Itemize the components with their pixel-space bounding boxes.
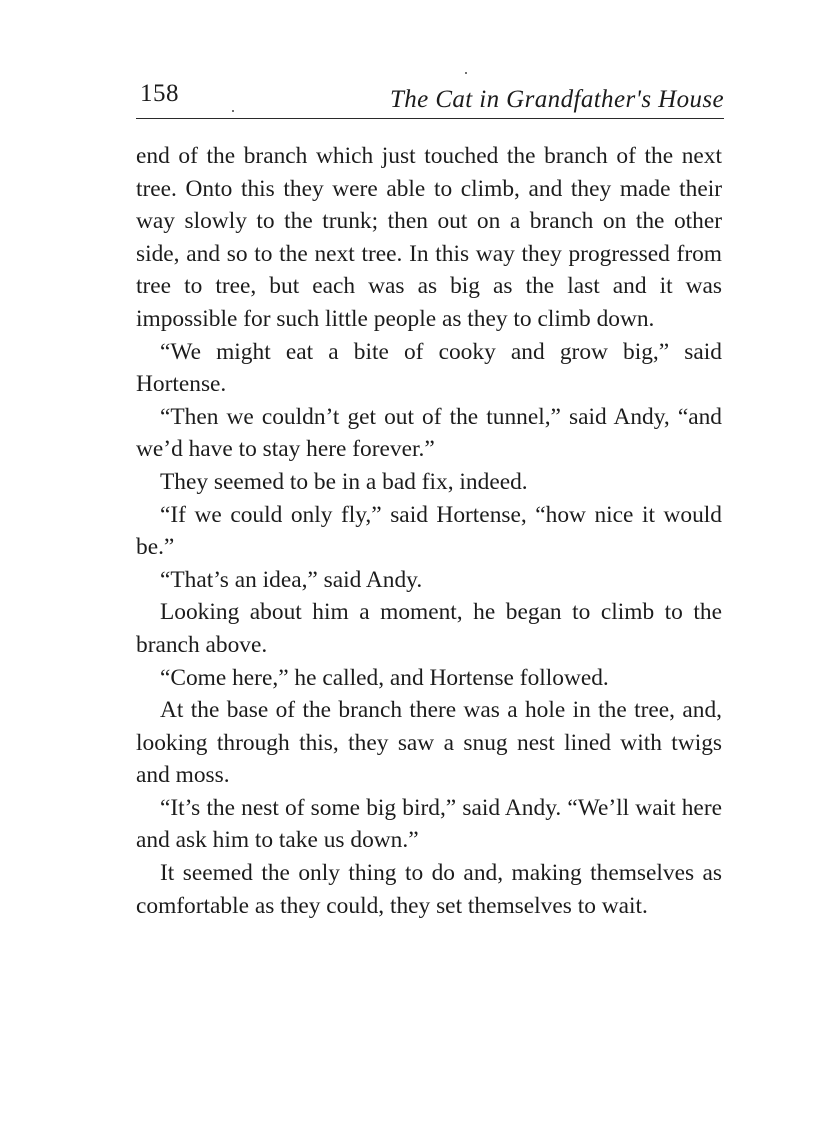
paragraph: At the base of the branch there was a hole in the tree, and, looking through this, they saw a snug nest lined with twigs and moss.: [136, 697, 722, 789]
paragraph: It seemed the only thing to do and, making themselves as comfortable as they could, they set themselves to wait.: [136, 860, 722, 919]
paragraph: “If we could only fly,” said Hortense, “how nice it would be.”: [136, 501, 722, 561]
paragraph: “It’s the nest of some big bird,” said Andy. “We’ll wait here and ask him to take us down.”: [136, 794, 722, 854]
page-header: [136, 80, 726, 122]
header-rule: [136, 118, 724, 119]
scan-speck: [465, 72, 467, 74]
paragraph: “Then we couldn’t get out of the tunnel,” said Andy, “and we’d have to stay here forever.”: [136, 403, 722, 463]
page-number: 158: [140, 80, 179, 107]
paragraph: Looking about him a moment, he began to climb to the branch above.: [136, 599, 722, 658]
paragraph: “That’s an idea,” said Andy.: [160, 566, 423, 593]
body-text: [136, 140, 722, 922]
paragraph: end of the branch which just touched the branch of the next tree. Onto this they were able to climb, and they made their way slowly to the trunk; then out on a branch on the other side, and so to the next tree. In this way they progressed from tree to tree, but each was as big as the last and it was impossible for such little people as they to climb down.: [136, 143, 722, 332]
paragraph: “We might eat a bite of cooky and grow big,” said Hortense.: [136, 338, 722, 398]
running-title: The Cat in Grandfather's House: [389, 86, 724, 113]
paragraph: They seemed to be in a bad fix, indeed.: [160, 468, 528, 495]
paragraph: “Come here,” he called, and Hortense followed.: [160, 664, 609, 691]
